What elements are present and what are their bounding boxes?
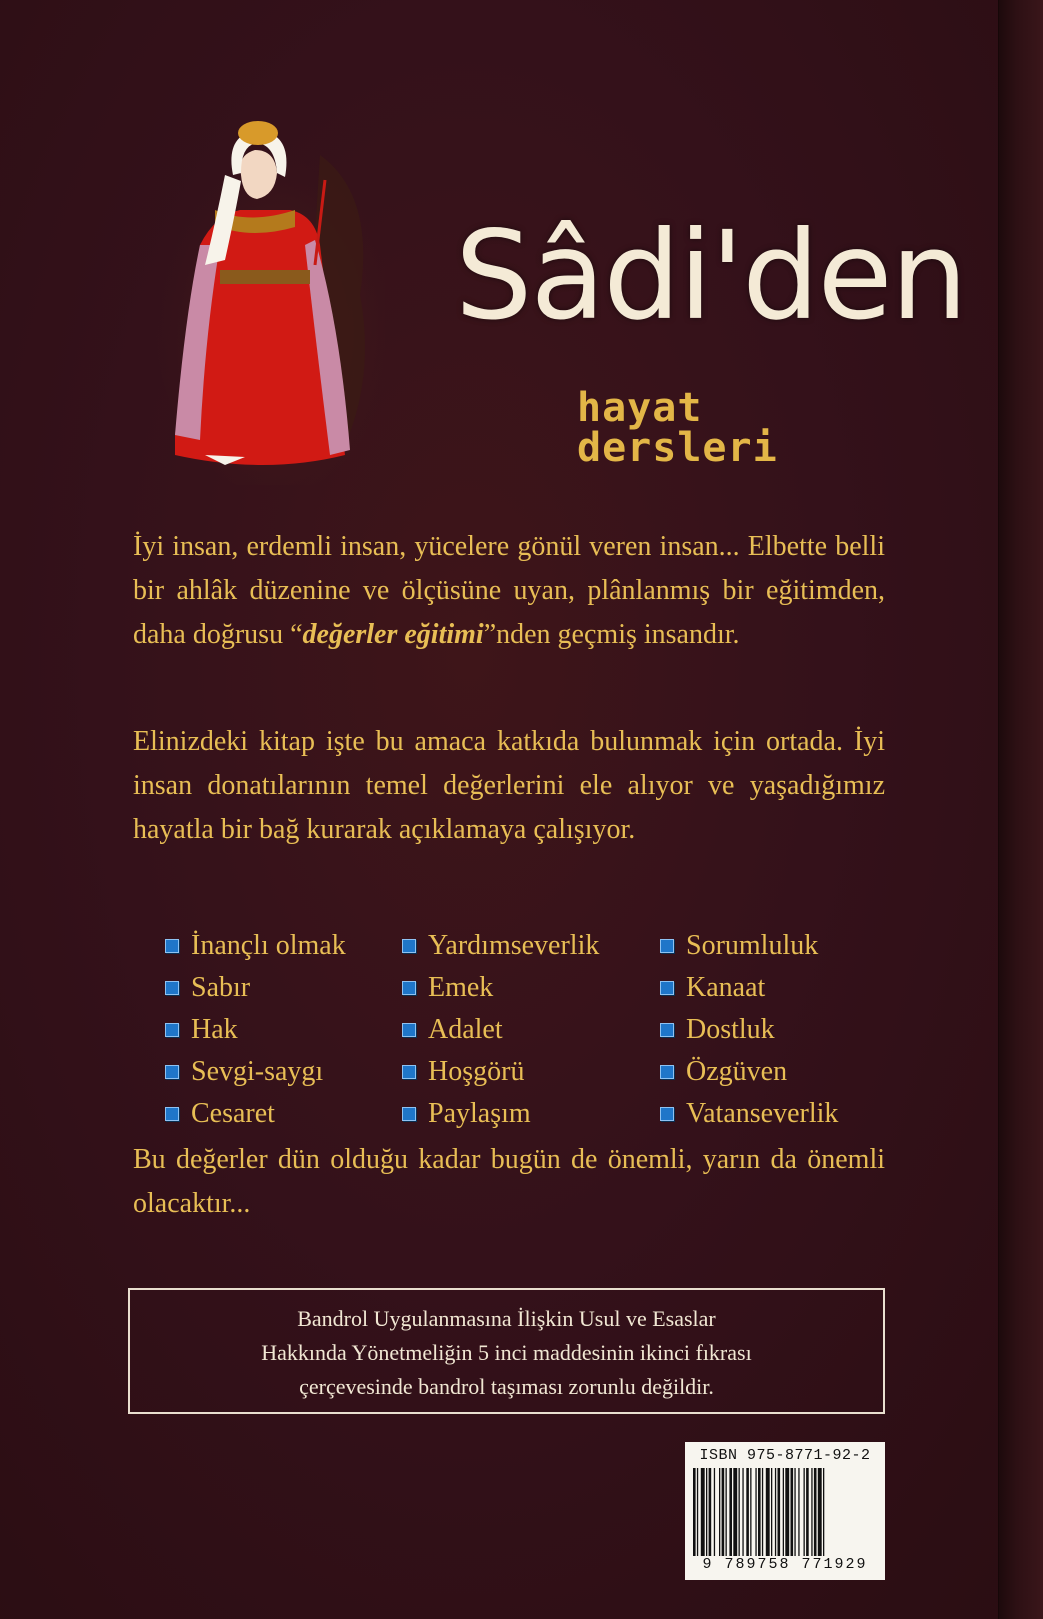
value-label: Cesaret	[191, 1098, 275, 1129]
barcode-bar	[823, 1468, 824, 1556]
ean-number: 9 789758 771929	[702, 1556, 868, 1573]
value-label: Yardımseverlik	[428, 930, 600, 961]
bandrol-notice-box	[128, 1288, 885, 1414]
barcode-bar	[791, 1468, 794, 1556]
barcode-bar	[729, 1468, 732, 1556]
value-item	[660, 1009, 915, 1051]
value-label: Dostluk	[686, 1014, 775, 1045]
value-label: Paylaşım	[428, 1098, 531, 1129]
barcode-bar	[746, 1468, 749, 1556]
value-item	[402, 1009, 657, 1051]
value-label: Kanaat	[686, 972, 766, 1003]
square-bullet-icon	[660, 939, 674, 953]
barcode-bar	[766, 1468, 770, 1556]
barcode-bar	[742, 1468, 743, 1556]
isbn-number: ISBN 975-8771-92-2	[699, 1447, 871, 1464]
barcode-bar	[722, 1468, 725, 1556]
value-label: Sabır	[191, 972, 251, 1003]
values-column-1	[165, 925, 420, 1135]
square-bullet-icon	[660, 1107, 674, 1121]
value-item	[165, 1051, 420, 1093]
value-item	[402, 925, 657, 967]
blurb-paragraph-1	[133, 525, 885, 657]
value-label: Sevgi-saygı	[191, 1056, 324, 1087]
square-bullet-icon	[165, 981, 179, 995]
values-column-3	[660, 925, 915, 1135]
square-bullet-icon	[165, 1065, 179, 1079]
barcode-bar	[693, 1468, 696, 1556]
barcode-bar	[758, 1468, 761, 1556]
square-bullet-icon	[402, 1023, 416, 1037]
square-bullet-icon	[660, 981, 674, 995]
value-label: Özgüven	[686, 1056, 788, 1087]
ottoman-figure-illustration	[145, 115, 385, 485]
barcode-bar	[755, 1468, 756, 1556]
barcode-bar	[719, 1468, 720, 1556]
barcode-bar	[811, 1468, 812, 1556]
value-item	[402, 1093, 657, 1135]
barcode-bar	[798, 1468, 799, 1556]
book-title: Sâdi'den	[455, 205, 966, 347]
value-label: Vatanseverlik	[686, 1098, 839, 1129]
values-column-2	[402, 925, 657, 1135]
square-bullet-icon	[402, 1065, 416, 1079]
blurb-text: İyi insan, erdemli insan, yücelere gönül veren insan... Elbette belli bir ahlâk düzenine ve ölçüsüne uyan, plânlanmış bir eğitimden, daha doğrusu “	[133, 531, 885, 650]
barcode-bar	[750, 1468, 751, 1556]
value-label: Adalet	[428, 1014, 503, 1045]
square-bullet-icon	[402, 939, 416, 953]
barcode-bar	[733, 1468, 737, 1556]
cover-edge	[998, 0, 1043, 1619]
value-item	[165, 925, 420, 967]
barcode-bar	[709, 1468, 712, 1556]
barcode-bar	[783, 1468, 784, 1556]
blurb-paragraph-3: Bu değerler dün olduğu kadar bugün de önemli, yarın da önemli olacaktır...	[133, 1144, 885, 1219]
value-item	[660, 1051, 915, 1093]
value-item	[402, 967, 657, 1009]
square-bullet-icon	[165, 1023, 179, 1037]
value-item	[660, 925, 915, 967]
book-subtitle: hayat dersleri	[577, 385, 778, 471]
value-label: İnançlı olmak	[191, 930, 346, 961]
blurb-emphasis: değerler eğitimi	[302, 619, 484, 650]
notice-line: Bandrol Uygulanmasına İlişkin Usul ve Esaslar	[297, 1306, 716, 1331]
value-item	[165, 967, 420, 1009]
barcode-bar	[806, 1468, 809, 1556]
barcode-bar	[778, 1468, 781, 1556]
barcode-bar	[775, 1468, 776, 1556]
barcode-bar	[701, 1468, 705, 1556]
square-bullet-icon	[165, 1107, 179, 1121]
barcode-bar	[814, 1468, 817, 1556]
barcode-bar	[794, 1468, 795, 1556]
value-label: Sorumluluk	[686, 930, 819, 961]
barcode-bar	[771, 1468, 772, 1556]
barcode-bar	[739, 1468, 740, 1556]
value-item	[165, 1093, 420, 1135]
value-item	[402, 1051, 657, 1093]
square-bullet-icon	[660, 1023, 674, 1037]
square-bullet-icon	[660, 1065, 674, 1079]
notice-line: çerçevesinde bandrol taşıması zorunlu değildir.	[299, 1374, 714, 1399]
square-bullet-icon	[402, 981, 416, 995]
barcode-bar	[706, 1468, 707, 1556]
barcode-bar	[714, 1468, 715, 1556]
value-label: Emek	[428, 972, 494, 1003]
square-bullet-icon	[402, 1107, 416, 1121]
barcode-bars	[691, 1468, 879, 1556]
blurb-paragraph-2: Elinizdeki kitap işte bu amaca katkıda bulunmak için ortada. İyi insan donatılarının temel değerlerini ele alıyor ve yaşadığımız hayatla bir bağ kurarak açıklamaya çalışıyor.	[133, 726, 885, 845]
barcode-bar	[818, 1468, 822, 1556]
value-label: Hoşgörü	[428, 1056, 525, 1087]
barcode-bar	[697, 1468, 698, 1556]
value-item	[165, 1009, 420, 1051]
value-item	[660, 967, 915, 1009]
barcode-bar	[726, 1468, 727, 1556]
square-bullet-icon	[165, 939, 179, 953]
value-item	[660, 1093, 915, 1135]
blurb-text: ”nden geçmiş insandır.	[483, 619, 740, 650]
barcode-bar	[762, 1468, 763, 1556]
barcode-bar	[785, 1468, 789, 1556]
notice-line: Hakkında Yönetmeliğin 5 inci maddesinin ikinci fıkrası	[261, 1340, 752, 1365]
isbn-barcode	[685, 1442, 885, 1580]
value-label: Hak	[191, 1014, 238, 1045]
barcode-bar	[804, 1468, 805, 1556]
